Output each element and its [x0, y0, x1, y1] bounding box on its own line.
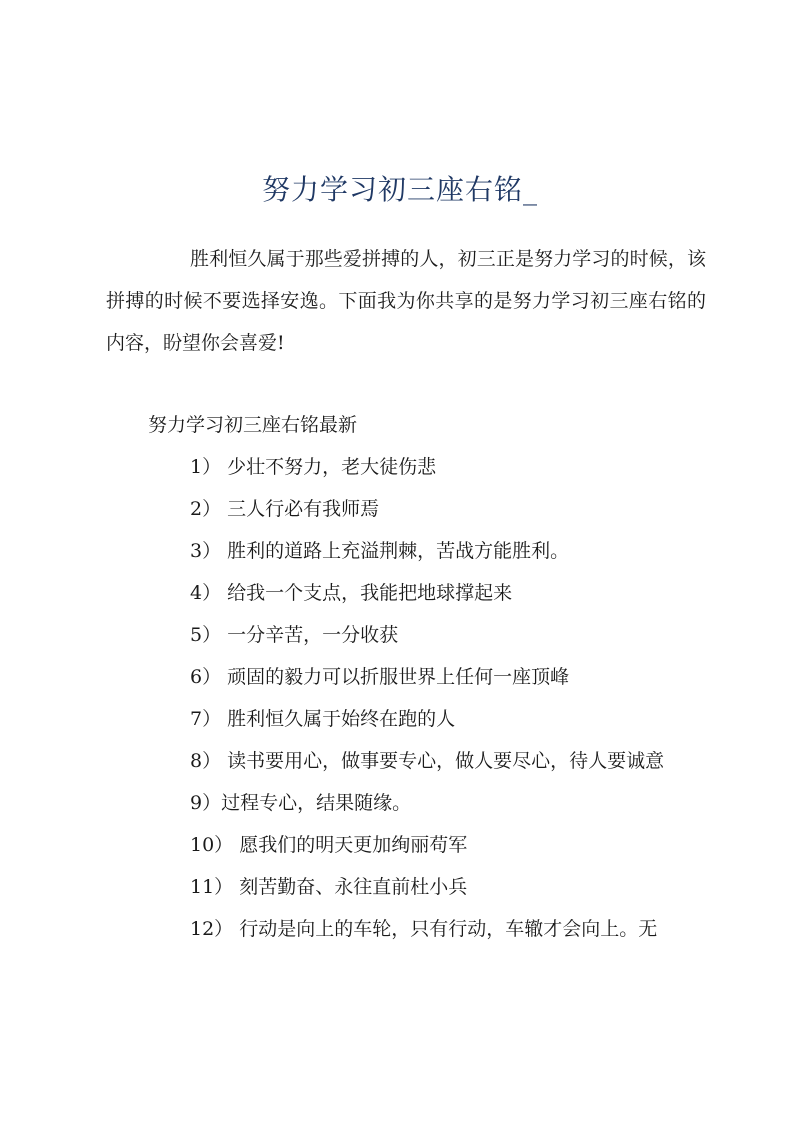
list-item: 1） 少壮不努力，老大徒伤悲 — [190, 456, 437, 478]
list-item: 4） 给我一个支点，我能把地球撑起来 — [190, 582, 513, 604]
list-item: 11） 刻苦勤奋、永往直前杜小兵 — [190, 876, 468, 898]
intro-paragraph: 胜利恒久属于那些爱拼搏的人，初三正是努力学习的时候，该拼搏的时候不要选择安逸。下面我为你共享的是努力学习初三座右铭的内容，盼望你会喜爱! — [106, 248, 706, 354]
list-item: 7） 胜利恒久属于始终在跑的人 — [190, 708, 456, 730]
list-item: 10） 愿我们的明天更加绚丽苟军 — [190, 834, 468, 856]
section-heading: 努力学习初三座右铭最新 — [148, 414, 358, 436]
list-item: 6） 顽固的毅力可以折服世界上任何一座顶峰 — [190, 666, 570, 688]
motto-list — [106, 446, 706, 950]
list-item: 2） 三人行必有我师焉 — [190, 498, 380, 520]
list-item: 5） 一分辛苦，一分收获 — [190, 624, 399, 646]
list-item: 3） 胜利的道路上充溢荆棘，苦战方能胜利。 — [190, 540, 570, 562]
document-title: 努力学习初三座右铭_ — [261, 173, 538, 206]
list-item: 9）过程专心，结果随缘。 — [190, 792, 412, 814]
list-item: 12） 行动是向上的车轮，只有行动，车辙才会向上。无 — [190, 918, 658, 940]
list-item: 8） 读书要用心，做事要专心，做人要尽心，待人要诚意 — [190, 750, 665, 772]
